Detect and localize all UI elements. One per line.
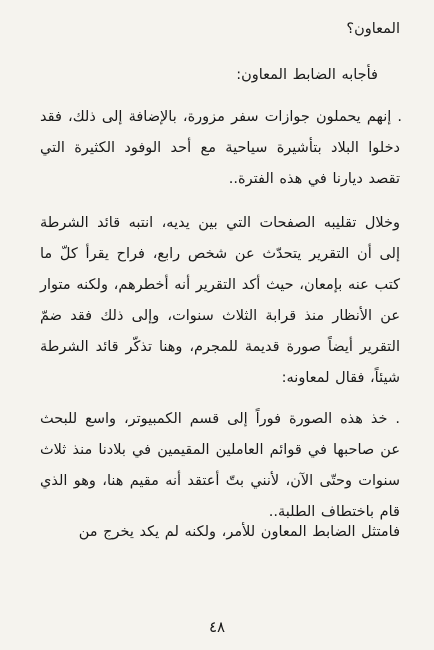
- paragraph-1: المعاون؟: [346, 21, 400, 37]
- paragraph-5: . خذ هذه الصورة فوراً إلى قسم الكمبيوتر، واسع للبحث عن صاحبها في قوائم العاملين المقيمين في بلادنا منذ ثلاث سنوات وحتّى الآن، لأنني بتّ أعتقد أنه مقيم هنا، وهو الذي قام باختطاف الطلبة..: [40, 411, 400, 520]
- paragraph-3: . إنهم يحملون جوازات سفر مزورة، بالإضافة إلى ذلك، فقد دخلوا البلاد بتأشيرة سياحية مع أحد الوفود الكثيرة التي تقصد ديارنا في هذه الفترة..: [40, 109, 402, 187]
- paragraph-6: فامتثل الضابط المعاون للأمر، ولكنه لم يكد يخرج من: [78, 524, 400, 540]
- paragraph-2: فأجابه الضابط المعاون:: [236, 67, 378, 83]
- paragraph-4: وخلال تقليبه الصفحات التي بين يديه، انتبه قائد الشرطة إلى أن التقرير يتحدّث عن شخص رابع، فراح يقرأ كلّ ما كتب عنه بإمعان، حيث أكد التقرير أنه أخطرهم، ولكنه متوار عن الأنظار منذ قرابة الثلاث سنوات، وإلى ذلك فقد ضمّ التقرير أيضاً صورة قديمة للمجرم، وهنا تذكّر قائد الشرطة شيئاً، فقال لمعاونه:: [40, 215, 400, 386]
- page-number: ٤٨: [208, 618, 226, 636]
